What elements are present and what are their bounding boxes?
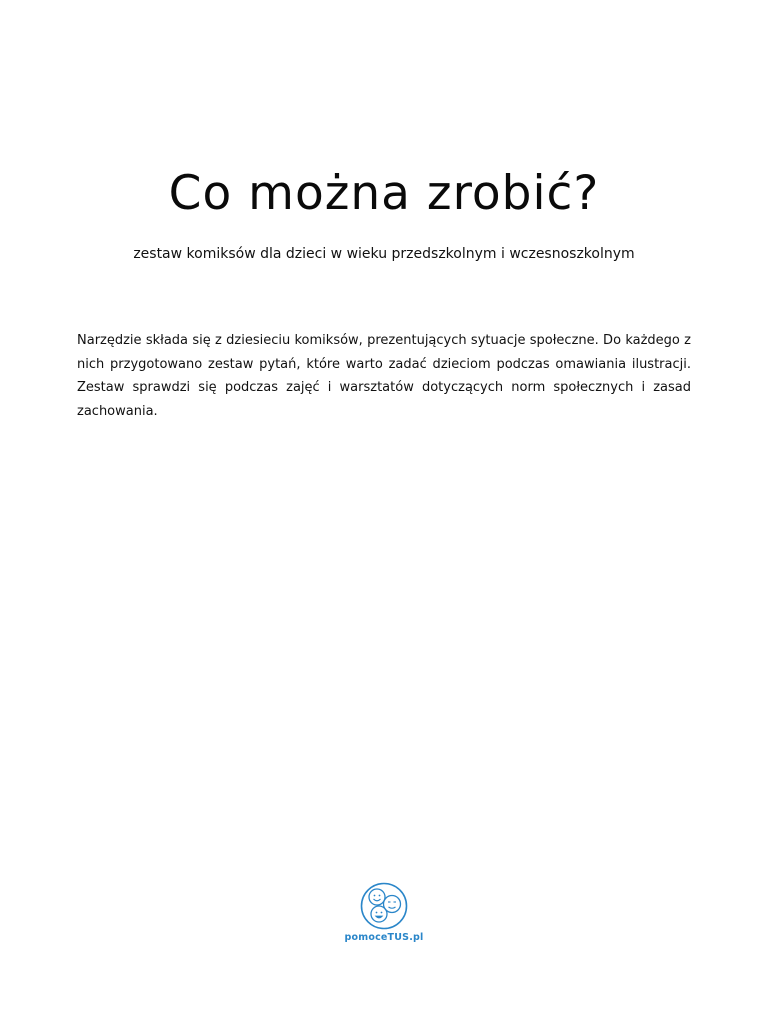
faces-logo-icon [360, 882, 408, 930]
logo-text: pomoceTUS.pl [344, 932, 424, 943]
page-title: Co można zrobić? [168, 166, 600, 221]
description-paragraph: Narzędzie składa się z dziesieciu komiksów, prezentujących sytuacje społeczne. Do każdego z nich przygotowano zestaw pytań, które warto zadać dzieciom podczas omawiania ilustracji. Zestaw sprawdzi się podczas zajęć i warsztatów dotyczących norm społecznych i zasad zachowania. [77, 333, 691, 419]
page-subtitle: zestaw komiksów dla dzieci w wieku przedszkolnym i wczesnoszkolnym [133, 246, 635, 262]
footer-logo[interactable] [334, 882, 434, 943]
